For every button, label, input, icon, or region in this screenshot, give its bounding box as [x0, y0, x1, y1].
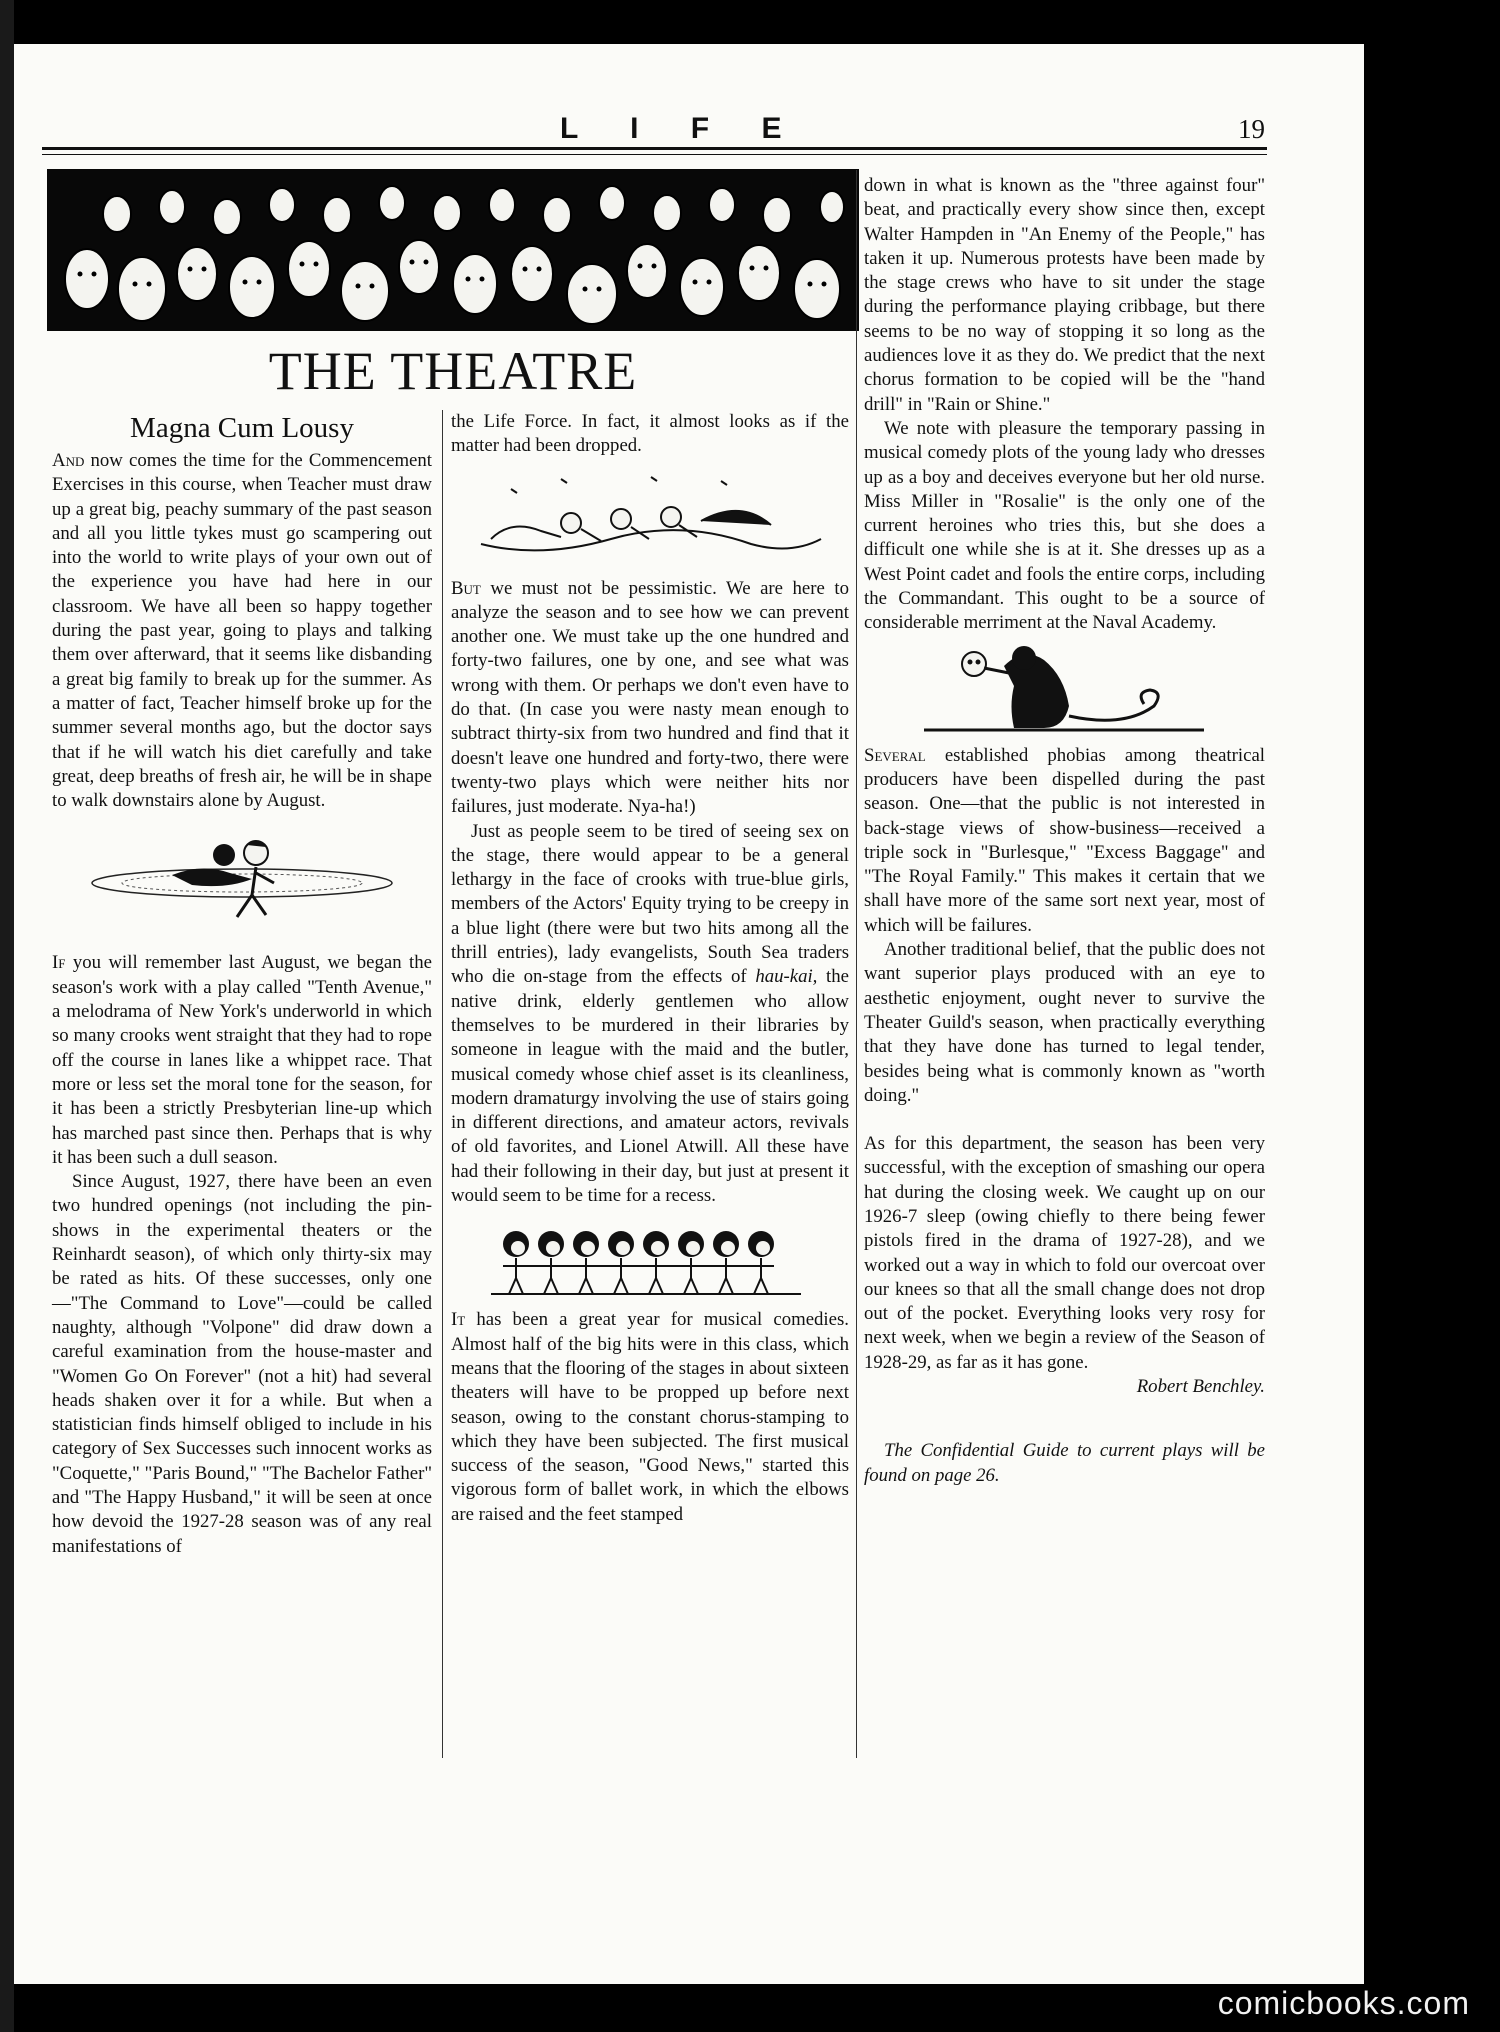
paragraph: As for this department, the season has been very successful, with the exception of smashing our opera hat during the closing week. We caught up on our 1926-7 sleep (owing chiefly to there being fewer pistols fired in the drama of 1927-28), and we worked out a way in which to fold our overcoat over our knees so that all the small change does not drop out of the pocket. Everything looks very rosy for next week, when we begin a review of the Season of 1928-29, as far as it has gone.	[864, 1133, 1265, 1373]
column-divider	[442, 410, 443, 1758]
italic-term: hau-kai,	[755, 966, 818, 988]
article-title: THE THEATRE	[268, 341, 638, 401]
page-number: 19	[1238, 114, 1265, 144]
paragraph-text: you will remember last August, we began the season's work with a play called "Tenth Avenue," a melodrama of New York's underworld in which so many crooks went straight that they had to rope off the course in lanes like a whippet race. That more or less set the moral tone for the season, for it has been a strictly Presbyterian line-up which has marched past since then. Perhaps that is why it has been such a dull season.	[52, 952, 432, 1168]
monkey-with-skull-illustration	[864, 636, 1265, 744]
paragraph-text: Just as people seem to be tired of seeing sex on the stage, there would appear to be a general lethargy in the face of crooks with true-blue girls, members of the Actors' Equity trying to be creepy in a blue light (there were but two hits among all the thrill entries), lady evangelists, South Sea traders who die on-stage from the effects of	[451, 820, 849, 988]
paragraph: We note with pleasure the temporary passing in musical comedy plots of the young lady who dresses up as a boy and deceives everyone but her old nurse. Miss Miller in "Rosalie" is the only one of the current heroines who tries this, but she does a difficult one while she is at it. She dresses up as a West Point cadet and fools the entire corps, including the Commandant. This ought to be a source of considerable merriment at the Naval Academy.	[864, 417, 1265, 634]
drop-lead: If	[52, 952, 66, 974]
watermark: comicbooks.com	[1217, 1985, 1470, 2021]
paragraph	[864, 744, 1265, 938]
paragraph	[451, 1308, 849, 1527]
paragraph	[451, 820, 849, 1209]
paragraph-text: has been a great year for musical comedies. Almost half of the big hits were in this class, which means that the flooring of the stages in about sixteen theaters will have to be propped up before next season, owing to the constant chorus-stamping to which they have been subjected. The first musical success of the season, "Good News," started this vigorous form of ballet work, in which the elbows are raised and the feet stamped	[451, 1309, 849, 1525]
paragraph: Another traditional belief, that the public does not want superior plays produced with an eye to aesthetic enjoyment, ought never to survive the Theater Guild's season, when practically everything that they have done has turned to legal tender, besides being what is commonly known as "worth doing."	[864, 939, 1265, 1106]
guide-note: The Confidential Guide to current plays will be found on page 26.	[864, 1440, 1265, 1486]
paragraph: the Life Force. In fact, it almost looks as if the matter had been dropped.	[451, 411, 849, 457]
paragraph	[52, 449, 432, 813]
article-subhead: Magna Cum Lousy	[130, 412, 354, 444]
flying-figures-illustration	[451, 459, 849, 577]
paragraph: down in what is known as the "three against four" beat, and practically every show since then, except Walter Hampden in "An Enemy of the People," has taken it up. Numerous protests have been made by the stage crews who have to sit under the stage during the performance playing cribbage, but there seems to be no way of stopping it so long as the audiences love it as they do. We predict that the next chorus formation to be copied will be the "hand drill" in "Rain or Shine."	[864, 175, 1265, 415]
author-signature: Robert Benchley.	[1136, 1376, 1265, 1398]
article-column-1	[52, 449, 432, 1559]
drop-lead: And	[52, 450, 85, 471]
audience-banner-illustration	[47, 169, 859, 331]
paragraph-text: we must not be pessimistic. We are here to analyze the season and to see how we can prevent another one. We must take up the one hundred and forty-two failures, one by one, and see what was wrong with them. Or perhaps we don't even have to do that. (In case you were nasty mean enough to subtract thirty-six from two hundred and find that it doesn't leave one hundred and forty-two, there were twenty-two plays which were neither hits nor failures, just moderate. Nya-ha!)	[451, 577, 849, 818]
column-divider	[856, 170, 857, 1758]
chorus-line-illustration	[451, 1208, 849, 1308]
paragraph-text: the native drink, elderly gentlemen who allow themselves to be murdered in their libraries by someone in league with the maid and the butler, musical comedy whose chief asset is its cleanliness, modern dramaturgy involving the use of stairs going in different directions, and amateur actors, revivals of old favorites, and Lionel Atwill. All these have had their following in their day, but just at present it would seem to be time for a recess.	[451, 966, 849, 1207]
header-rule-thin	[42, 154, 1267, 155]
drop-lead: Several	[864, 744, 926, 766]
header-rule	[42, 147, 1267, 150]
page-gutter	[0, 0, 14, 2032]
dancing-couple-illustration	[52, 813, 432, 951]
paragraph	[52, 951, 432, 1170]
paragraph	[451, 577, 849, 820]
drop-lead: But	[451, 577, 481, 599]
article-column-3	[864, 174, 1265, 1488]
paragraph-text: established phobias among theatrical producers have been dispelled during the past season. One—that the public is not interested in back-stage views of show-business—received a triple sock in "Burlesque," "Excess Baggage" and "The Royal Family." This makes it certain that we shall have more of the same sort next year, most of which will be failures.	[864, 744, 1265, 936]
paragraph-text: now comes the time for the Commencement Exercises in this course, when Teacher must draw up a great big, peachy summary of the past season and all you little tykes must go scampering out into the world to write plays of your own out of the experience you have had here in our classroom. We have all been so happy together during the past year, going to plays and talking them over afterward, that it seems like disbanding a great big family to break up for the summer. As a matter of fact, Teacher himself broke up for the summer several months ago, but the doctor says that if he will watch his diet carefully and take great, deep breaths of fresh air, he will be in shape to walk downstairs alone by August.	[52, 450, 432, 812]
masthead: L I F E	[560, 112, 804, 145]
paragraph: Since August, 1927, there have been an even two hundred openings (not including the pin-shows in the experimental theaters or the Reinhardt season), of which only thirty-six may be rated as hits. Of these successes, only one—"The Command to Love"—could be called naughty, although "Volpone" did draw down a careful examination from the house-master and "Women Go On Forever" (not a hit) had several heads shaken over it for a while. But when a statistician finds himself obliged to include in his category of Sex Successes such innocent works as "Coquette," "Paris Bound," "The Bachelor Father" and "The Happy Husband," it will be seen at once how devoid the 1927-28 season was of any real manifestations of	[52, 1171, 432, 1557]
article-column-2	[451, 410, 849, 1527]
drop-lead: It	[451, 1309, 466, 1331]
